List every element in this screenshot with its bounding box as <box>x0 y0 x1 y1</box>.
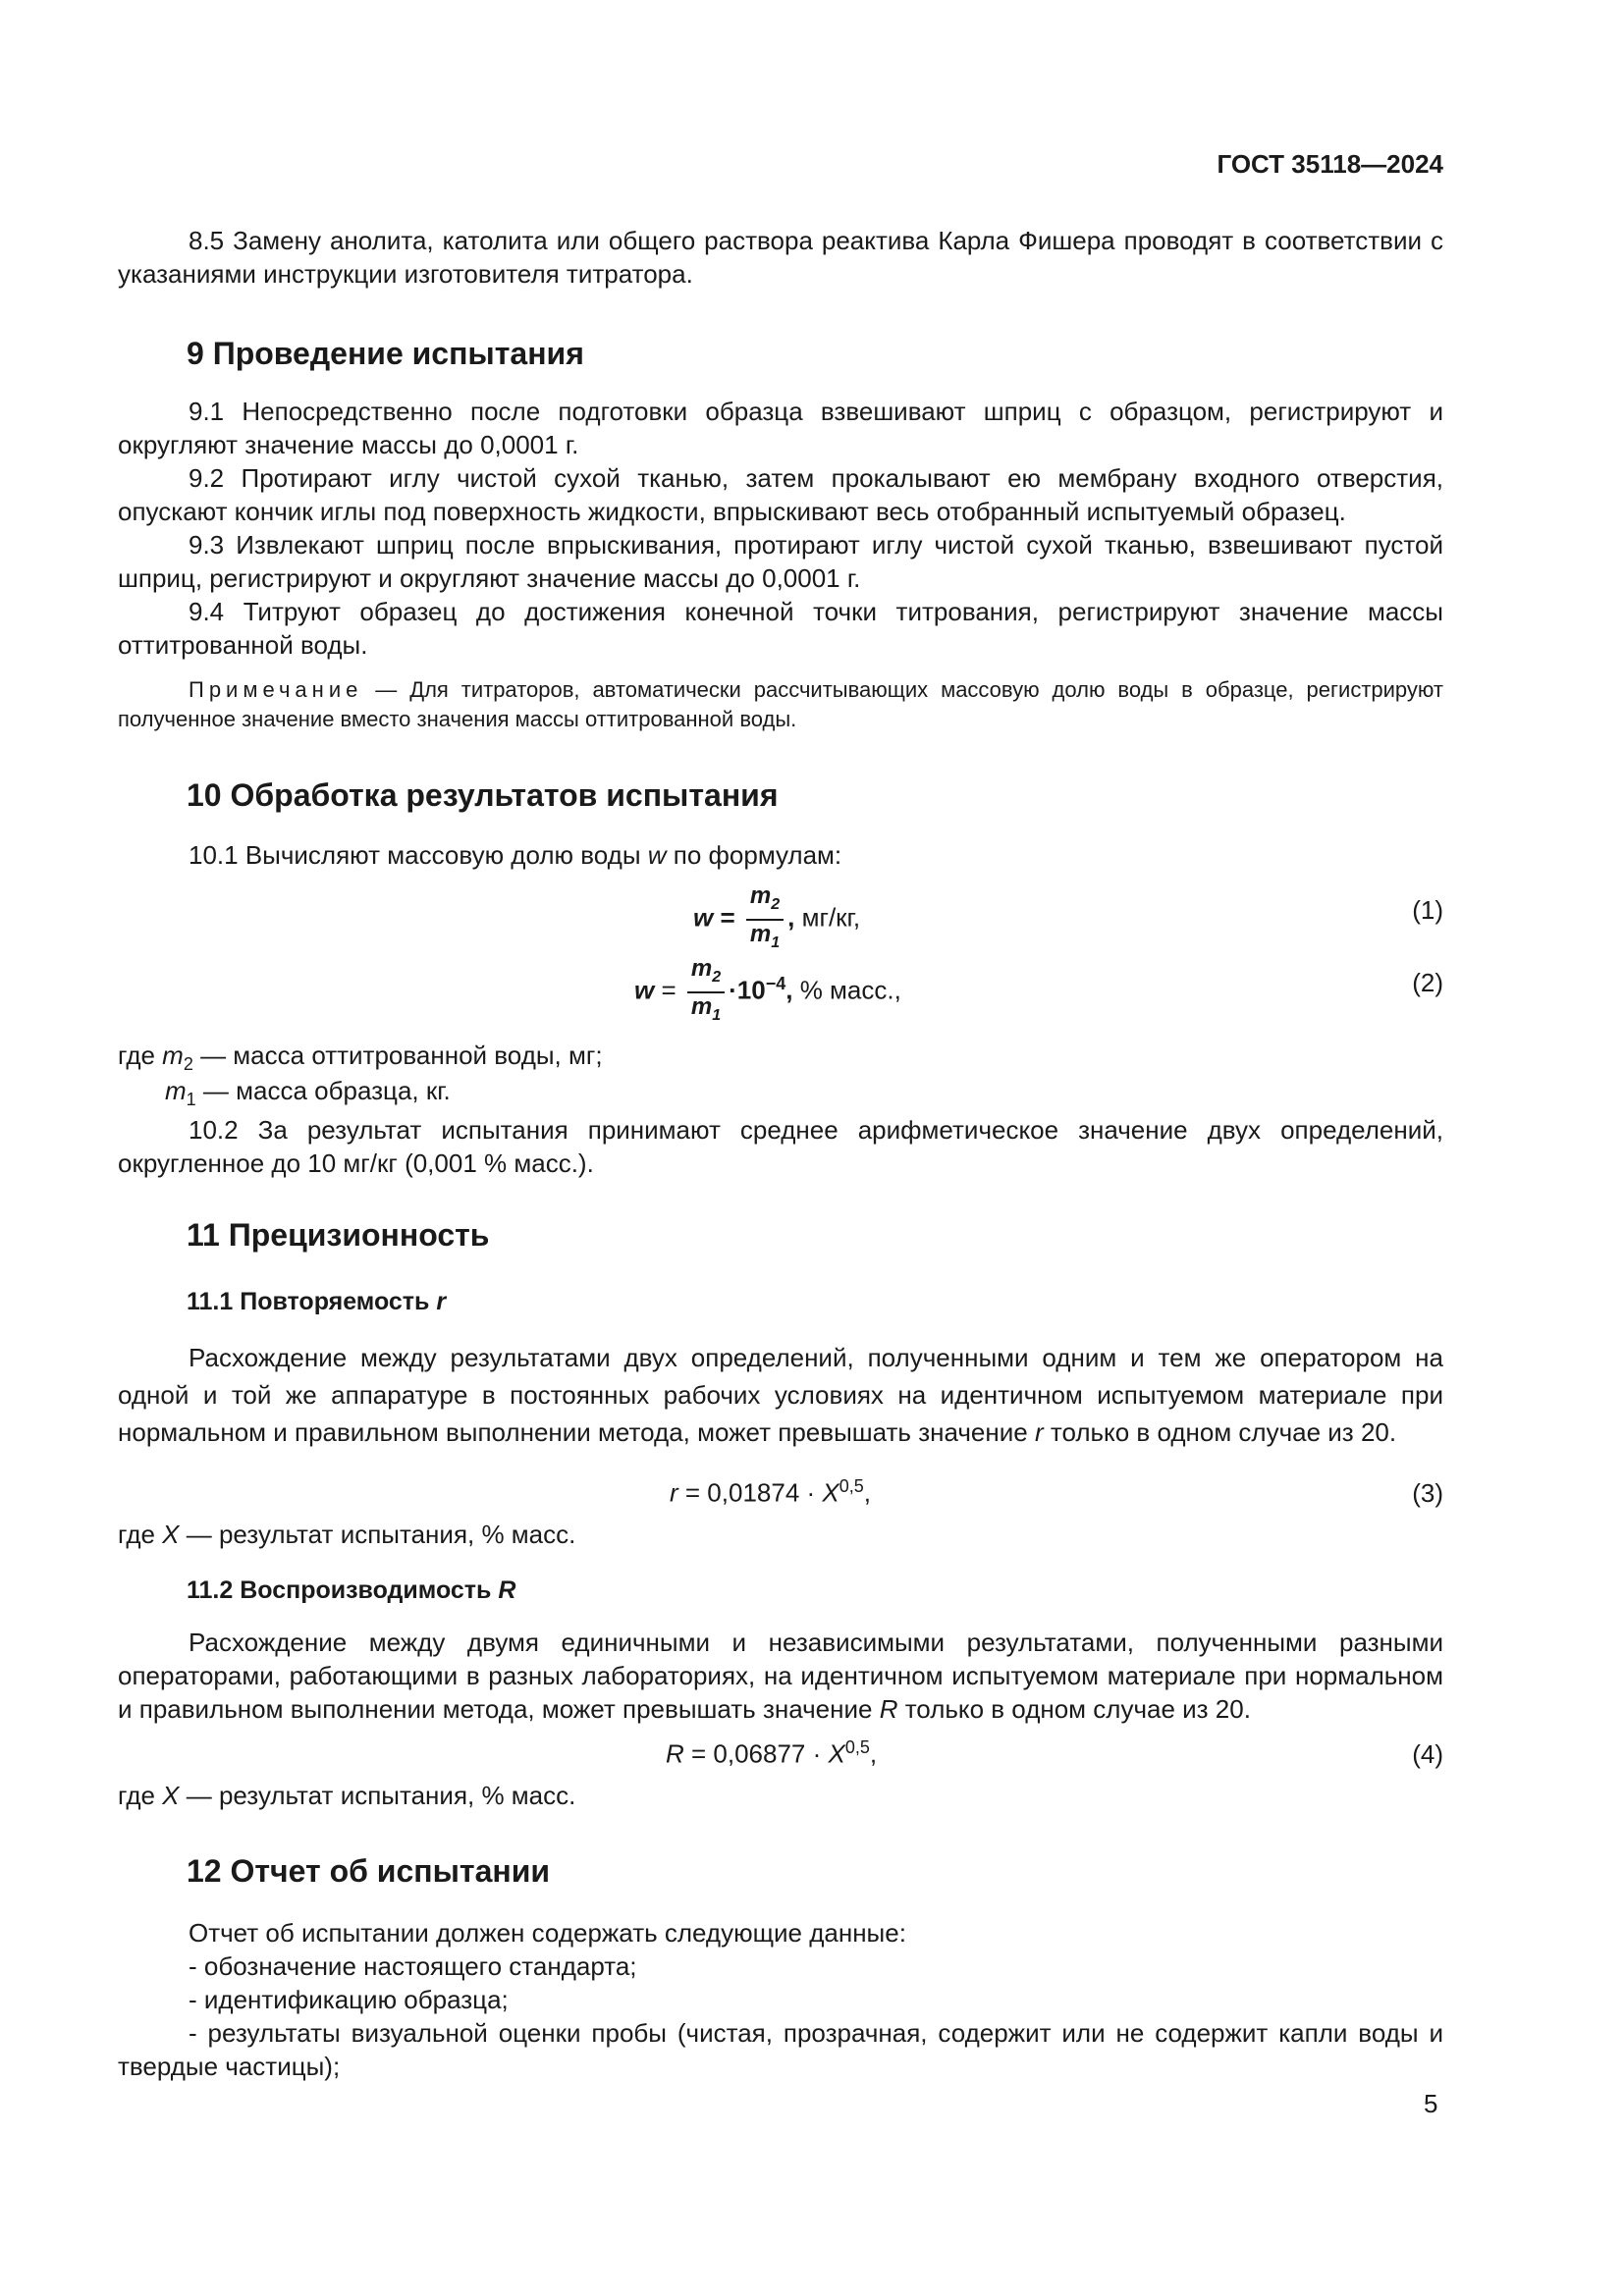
equation-number-2: (2) <box>1412 968 1443 997</box>
formula-4: R = 0,06877 · X$^{0,5}$, <box>666 1737 878 1769</box>
equation-number-3: (3) <box>1412 1478 1443 1508</box>
paragraph-9-2: 9.2 Протирают иглу чистой сухой тканью, затем прокалывают ею мембрану входного отверстия, опускают кончик иглы под поверхность жидкости, впрыскивают весь отобранный испытуемый образец. <box>118 463 1443 526</box>
paragraph-12-intro: Отчет об испытании должен содержать следующие данные: <box>189 1918 906 1948</box>
note-9 <box>118 675 1443 734</box>
equation-number-4: (4) <box>1412 1739 1443 1769</box>
subsection-11-2-title: 11.2 Воспроизводимость R <box>187 1576 516 1604</box>
paragraph-10-1: 10.1 Вычисляют массовую долю воды w по формулам: <box>189 840 842 870</box>
section-11-title: 11 Прецизионность <box>187 1217 490 1253</box>
list-item: - обозначение настоящего стандарта; <box>189 1951 637 1981</box>
paragraph-11-2: Расхождение между двумя единичными и независимыми результатами, полученными разными операторами, работающими в разных лабораториях, на идентичном испытуемом материале при нормальном и правильном выполнении метода, может превышать значение R только в одном случае из 20. <box>118 1628 1443 1724</box>
formula-2: w = $\frac{m_2}{m_1}$ $\cdot 10^{-4}$, % масс., <box>634 956 901 1029</box>
formula-3: r = 0,01874 · X$^{0,5}$, <box>670 1476 872 1508</box>
section-10-title: 10 Обработка результатов испытания <box>187 777 779 813</box>
list-item: - результаты визуальной оценки пробы (чистая, прозрачная, содержит или не содержит капли воды и твердые частицы); <box>118 2018 1443 2081</box>
where-m1: $m_1$ — масса образца, кг. <box>165 1076 451 1110</box>
page-number: 5 <box>1424 2089 1438 2118</box>
paragraph-8-5: 8.5 Замену анолита, католита или общего раствора реактива Карла Фишера проводят в соответствии с указаниями инструкции изготовителя титратора. <box>118 226 1443 289</box>
paragraph-9-4: 9.4 Титруют образец до достижения конечной точки титрования, регистрируют значение массы оттитрованной воды. <box>118 597 1443 660</box>
document-header: ГОСТ 35118—2024 <box>1217 149 1443 179</box>
paragraph-11-1: Расхождение между результатами двух определений, полученными одним и тем же оператором на одной и той же аппаратуре в постоянных рабочих условиях на идентичном испытуемом материале при нормальном и правильном выполнении метода, может превышать значение r только в одном случае из 20. <box>118 1343 1443 1447</box>
note-text: — Для титраторов, автоматически рассчитывающих массовую долю воды в образце, регистрируют полученное значение вместо значения массы оттитрованной воды. <box>118 677 1443 731</box>
section-12-title: 12 Отчет об испытании <box>187 1853 551 1889</box>
paragraph-9-1: 9.1 Непосредственно после подготовки образца взвешивают шприц с образцом, регистрируют и округляют значение массы до 0,0001 г. <box>118 397 1443 459</box>
subsection-11-1-title: 11.1 Повторяемость r <box>187 1288 447 1315</box>
note-label: Примечание <box>189 677 363 702</box>
where-x-4: где X — результат испытания, % масс. <box>118 1781 576 1810</box>
fraction: $\frac{m_2}{m_1}$ <box>746 883 784 956</box>
equation-number-1: (1) <box>1412 895 1443 925</box>
where-m2: где $m_2$ — масса оттитрованной воды, мг; <box>118 1041 603 1075</box>
list-item: - идентификацию образца; <box>189 1985 509 2014</box>
section-9-title: 9 Проведение испытания <box>187 336 584 371</box>
paragraph-9-3: 9.3 Извлекают шприц после впрыскивания, протирают иглу чистой сухой тканью, взвешивают пустой шприц, регистрируют и округляют значение массы до 0,0001 г. <box>118 530 1443 593</box>
paragraph-10-2: 10.2 За результат испытания принимают среднее арифметическое значение двух определений, округленное до 10 мг/кг (0,001 % масс.). <box>118 1115 1443 1178</box>
formula-1: w = $\frac{m_2}{m_1}$ , мг/кг, <box>693 883 860 956</box>
fraction: $\frac{m_2}{m_1}$ <box>687 956 725 1029</box>
where-x-3: где X — результат испытания, % масс. <box>118 1520 576 1549</box>
